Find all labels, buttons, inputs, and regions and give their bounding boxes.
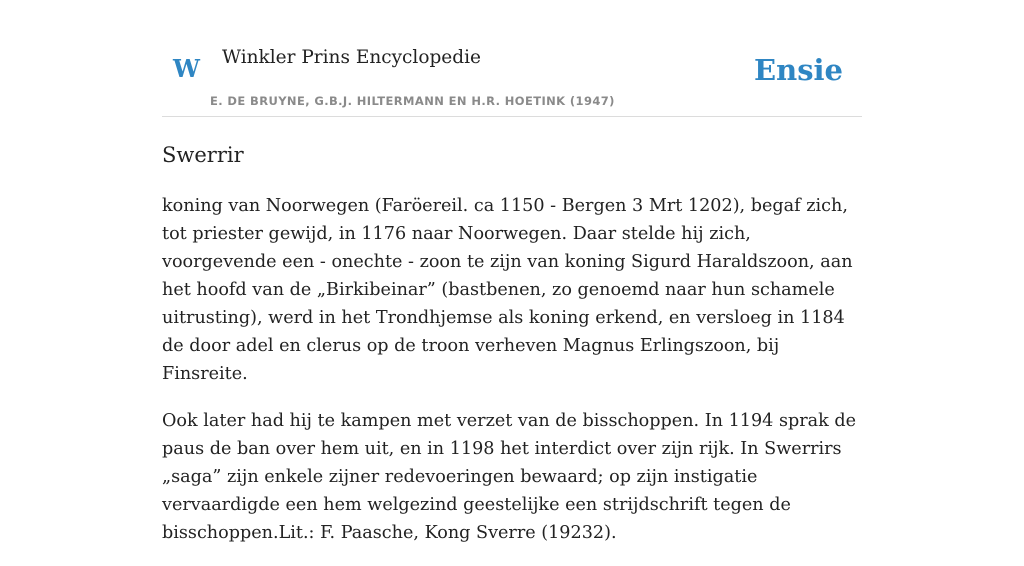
source-logo[interactable]: W [173,54,200,83]
article-title: Swerrir [162,143,244,167]
brand-logo[interactable]: Ensie [754,53,843,87]
source-title[interactable]: Winkler Prins Encyclopedie [222,47,481,68]
article-paragraph: Ook later had hij te kampen met verzet van de bisschoppen. In 1194 sprak de paus de ban over hem uit, en in 1198 het interdict over zijn rijk. In Swerrirs „saga” zijn enkele zijner redevoeringen bewaard; op zijn instigatie vervaardigde een hem welgezind geestelijke een strijdschrift tegen de bisschoppen.Lit.: F. Paasche, Kong Sverre (19232). [162,411,857,543]
article-body [162,192,862,566]
article-paragraph: koning van Noorwegen (Faröereil. ca 1150 - Bergen 3 Mrt 1202), begaf zich, tot priester gewijd, in 1176 naar Noorwegen. Daar stelde hij zich, voorgevende een - onechte - zoon te zijn van koning Sigurd Haraldszoon, aan het hoofd van de „Birkibeinar” (bastbenen, zo genoemd naar hun schamele uitrusting), werd in het Trondhjemse als koning erkend, en versloeg in 1184 de door adel en clerus op de troon verheven Magnus Erlingszoon, bij Finsreite. [162,196,853,384]
page [162,0,862,543]
source-header [162,0,862,117]
source-authors: E. DE BRUYNE, G.B.J. HILTERMANN EN H.R. HOETINK (1947) [210,94,615,108]
